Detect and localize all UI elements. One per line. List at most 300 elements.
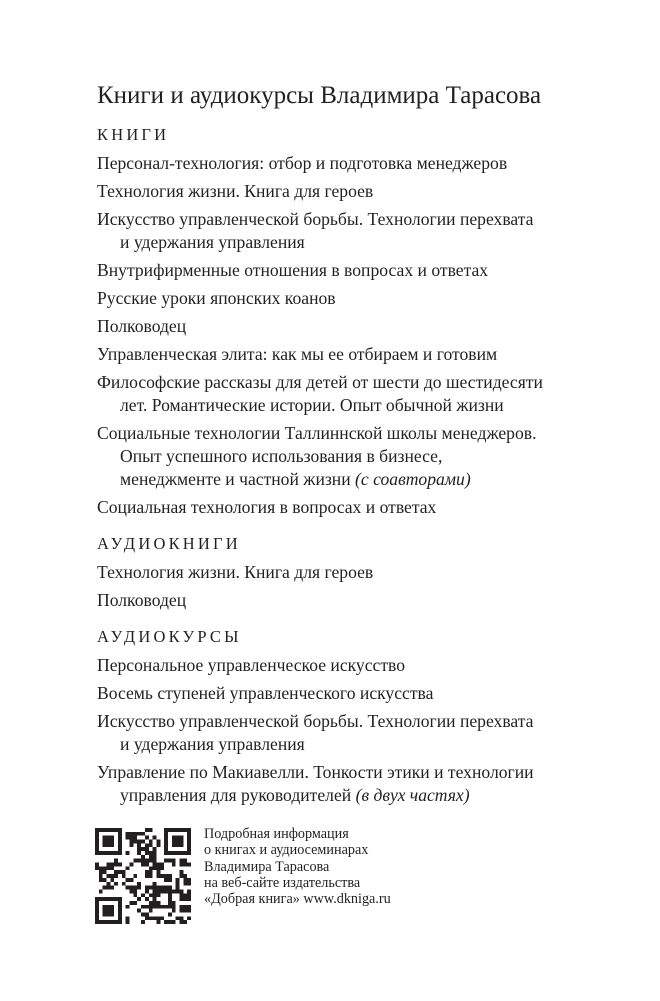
qr-module bbox=[137, 882, 141, 886]
qr-module bbox=[110, 905, 114, 909]
qr-module bbox=[141, 912, 145, 916]
qr-module bbox=[176, 878, 180, 882]
qr-module bbox=[145, 874, 149, 878]
book-title-text: Технология жизни. Книга для героев bbox=[97, 181, 374, 201]
qr-module bbox=[141, 832, 145, 836]
book-title-text: и удержания управления bbox=[120, 232, 305, 252]
qr-module bbox=[137, 851, 141, 855]
qr-module bbox=[114, 882, 118, 886]
qr-module bbox=[164, 843, 168, 847]
book-title-line bbox=[97, 180, 637, 203]
qr-module bbox=[137, 847, 141, 851]
qr-module bbox=[110, 912, 114, 916]
book-title-text: Полководец bbox=[97, 590, 187, 610]
qr-module bbox=[164, 828, 168, 832]
qr-module bbox=[126, 866, 130, 870]
qr-module bbox=[110, 851, 114, 855]
qr-module bbox=[145, 847, 149, 851]
qr-module bbox=[176, 889, 180, 893]
qr-module bbox=[172, 859, 176, 863]
qr-module bbox=[126, 836, 130, 840]
qr-module bbox=[187, 836, 191, 840]
qr-module bbox=[99, 897, 103, 901]
qr-module bbox=[168, 851, 172, 855]
qr-module bbox=[114, 897, 118, 901]
qr-module bbox=[99, 866, 103, 870]
qr-module bbox=[149, 909, 153, 913]
qr-module bbox=[160, 866, 164, 870]
qr-module bbox=[126, 878, 130, 882]
qr-module bbox=[153, 866, 157, 870]
qr-module bbox=[156, 874, 160, 878]
qr-module bbox=[172, 851, 176, 855]
qr-module bbox=[95, 916, 99, 920]
qr-module bbox=[126, 886, 130, 890]
qr-module bbox=[172, 863, 176, 867]
qr-module bbox=[149, 851, 153, 855]
qr-module bbox=[149, 866, 153, 870]
qr-module bbox=[183, 878, 187, 882]
qr-module bbox=[110, 840, 114, 844]
qr-module bbox=[187, 878, 191, 882]
qr-module bbox=[107, 882, 111, 886]
qr-module bbox=[164, 886, 168, 890]
qr-module bbox=[145, 897, 149, 901]
qr-module bbox=[164, 840, 168, 844]
qr-module bbox=[137, 832, 141, 836]
qr-module bbox=[103, 870, 107, 874]
qr-module bbox=[187, 897, 191, 901]
qr-module bbox=[114, 874, 118, 878]
qr-module bbox=[118, 851, 122, 855]
book-title-text: Восемь ступеней управленческого искусства bbox=[97, 683, 434, 703]
qr-module bbox=[164, 920, 168, 924]
qr-module bbox=[110, 897, 114, 901]
qr-module bbox=[95, 836, 99, 840]
qr-module bbox=[99, 878, 103, 882]
qr-module bbox=[172, 905, 176, 909]
qr-module bbox=[95, 901, 99, 905]
qr-module bbox=[164, 859, 168, 863]
qr-module bbox=[187, 882, 191, 886]
qr-module bbox=[183, 905, 187, 909]
qr-module bbox=[156, 866, 160, 870]
qr-module bbox=[145, 912, 149, 916]
qr-module bbox=[118, 870, 122, 874]
qr-module bbox=[126, 832, 130, 836]
qr-module bbox=[107, 843, 111, 847]
qr-module bbox=[137, 897, 141, 901]
book-title-text: Философские рассказы для детей от шести до шестидесяти bbox=[97, 372, 543, 392]
qr-module bbox=[103, 909, 107, 913]
book-title-text: управления для руководителей bbox=[120, 785, 356, 805]
qr-module bbox=[118, 828, 122, 832]
book-title bbox=[97, 371, 637, 417]
qr-module bbox=[176, 836, 180, 840]
qr-module bbox=[110, 836, 114, 840]
qr-module bbox=[187, 916, 191, 920]
qr-module bbox=[95, 863, 99, 867]
qr-module bbox=[95, 912, 99, 916]
qr-module bbox=[145, 886, 149, 890]
qr-module bbox=[107, 866, 111, 870]
qr-module bbox=[103, 912, 107, 916]
section-heading: КНИГИ bbox=[97, 125, 170, 144]
qr-module bbox=[168, 886, 172, 890]
qr-module bbox=[145, 828, 149, 832]
qr-module bbox=[107, 836, 111, 840]
book-title bbox=[97, 180, 637, 203]
qr-module bbox=[179, 851, 183, 855]
qr-module bbox=[122, 882, 126, 886]
qr-module bbox=[114, 863, 118, 867]
section-heading: АУДИОКНИГИ bbox=[97, 534, 241, 553]
qr-module bbox=[103, 836, 107, 840]
qr-module bbox=[110, 909, 114, 913]
info-line: Подробная информация bbox=[204, 826, 349, 842]
qr-module bbox=[179, 874, 183, 878]
qr-module bbox=[141, 855, 145, 859]
qr-module bbox=[156, 905, 160, 909]
qr-module bbox=[110, 828, 114, 832]
qr-module bbox=[149, 859, 153, 863]
qr-module bbox=[99, 851, 103, 855]
qr-module bbox=[141, 905, 145, 909]
qr-module bbox=[145, 843, 149, 847]
qr-module bbox=[137, 886, 141, 890]
qr-module bbox=[149, 870, 153, 874]
qr-module bbox=[118, 920, 122, 924]
qr-module bbox=[176, 916, 180, 920]
qr-module bbox=[95, 832, 99, 836]
info-line: Владимира Тарасова bbox=[204, 858, 330, 875]
book-title-text: Внутрифирменные отношения в вопросах и ответах bbox=[97, 260, 489, 280]
qr-module bbox=[176, 882, 180, 886]
qr-module bbox=[149, 901, 153, 905]
qr-module bbox=[187, 893, 191, 897]
qr-module bbox=[103, 920, 107, 924]
book-title bbox=[97, 496, 637, 519]
qr-module bbox=[183, 920, 187, 924]
qr-module bbox=[141, 893, 145, 897]
book-title bbox=[97, 682, 637, 705]
qr-module bbox=[110, 878, 114, 882]
qr-module bbox=[153, 893, 157, 897]
qr-module bbox=[133, 836, 137, 840]
book-title-line bbox=[97, 761, 637, 784]
qr-module bbox=[137, 859, 141, 863]
qr-module bbox=[156, 863, 160, 867]
book-title-line bbox=[97, 231, 637, 254]
qr-module bbox=[126, 851, 130, 855]
book-title-line bbox=[97, 654, 637, 677]
qr-module bbox=[141, 920, 145, 924]
qr-module bbox=[156, 870, 160, 874]
book-title-line bbox=[97, 710, 637, 733]
qr-module bbox=[156, 840, 160, 844]
qr-module bbox=[107, 840, 111, 844]
qr-module bbox=[114, 920, 118, 924]
qr-module bbox=[130, 886, 134, 890]
qr-module bbox=[103, 905, 107, 909]
book-title-line bbox=[97, 733, 637, 756]
qr-module bbox=[126, 920, 130, 924]
qr-module bbox=[187, 889, 191, 893]
book-title-text: Управление по Макиавелли. Тонкости этики и технологии bbox=[97, 762, 534, 782]
qr-module bbox=[118, 847, 122, 851]
qr-module bbox=[164, 847, 168, 851]
qr-module bbox=[149, 855, 153, 859]
info-line: «Добрая книга» www.dkniga.ru bbox=[204, 891, 391, 908]
book-title-line bbox=[97, 445, 637, 468]
qr-module bbox=[118, 909, 122, 913]
qr-module bbox=[130, 840, 134, 844]
qr-module bbox=[149, 843, 153, 847]
qr-module bbox=[153, 882, 157, 886]
qr-module bbox=[103, 886, 107, 890]
qr-module bbox=[107, 886, 111, 890]
qr-module bbox=[183, 897, 187, 901]
book-title-text: Технология жизни. Книга для героев bbox=[97, 562, 374, 582]
qr-module bbox=[160, 874, 164, 878]
qr-module bbox=[110, 920, 114, 924]
qr-module bbox=[168, 897, 172, 901]
qr-module bbox=[160, 886, 164, 890]
qr-module bbox=[183, 882, 187, 886]
qr-module bbox=[114, 851, 118, 855]
qr-module bbox=[137, 840, 141, 844]
qr-module bbox=[168, 901, 172, 905]
qr-module bbox=[183, 828, 187, 832]
qr-module bbox=[118, 836, 122, 840]
qr-module bbox=[179, 893, 183, 897]
book-title bbox=[97, 152, 637, 175]
qr-module bbox=[103, 840, 107, 844]
qr-module bbox=[164, 889, 168, 893]
qr-module bbox=[183, 851, 187, 855]
qr-module bbox=[99, 920, 103, 924]
qr-module bbox=[141, 840, 145, 844]
qr-module bbox=[153, 859, 157, 863]
qr-module bbox=[103, 897, 107, 901]
qr-module bbox=[149, 828, 153, 832]
qr-module bbox=[176, 886, 180, 890]
qr-module bbox=[110, 866, 114, 870]
qr-module bbox=[153, 886, 157, 890]
qr-module bbox=[168, 828, 172, 832]
qr-module bbox=[107, 874, 111, 878]
qr-module bbox=[187, 847, 191, 851]
qr-code bbox=[95, 828, 191, 924]
book-title-text: Персонал-технология: отбор и подготовка менеджеров bbox=[97, 153, 508, 173]
qr-module bbox=[145, 836, 149, 840]
qr-module bbox=[168, 874, 172, 878]
book-title-line bbox=[97, 287, 637, 310]
qr-module bbox=[153, 916, 157, 920]
book-title-text: Искусство управленческой борьбы. Технологии перехвата bbox=[97, 209, 534, 229]
qr-module bbox=[103, 843, 107, 847]
qr-module bbox=[187, 843, 191, 847]
qr-module bbox=[110, 843, 114, 847]
qr-module bbox=[107, 851, 111, 855]
qr-module bbox=[164, 874, 168, 878]
book-title-line bbox=[97, 422, 637, 445]
qr-module bbox=[156, 893, 160, 897]
book-title-line bbox=[97, 371, 637, 394]
qr-module bbox=[156, 920, 160, 924]
book-title bbox=[97, 654, 637, 677]
qr-module bbox=[179, 916, 183, 920]
qr-module bbox=[179, 897, 183, 901]
qr-module bbox=[149, 886, 153, 890]
qr-module bbox=[179, 836, 183, 840]
qr-module bbox=[149, 893, 153, 897]
qr-module bbox=[164, 878, 168, 882]
book-title-line bbox=[97, 496, 637, 519]
qr-module bbox=[156, 889, 160, 893]
book-title bbox=[97, 343, 637, 366]
qr-module bbox=[133, 874, 137, 878]
qr-module bbox=[133, 859, 137, 863]
qr-module bbox=[160, 889, 164, 893]
book-title-line bbox=[97, 589, 637, 612]
qr-module bbox=[107, 863, 111, 867]
qr-module bbox=[130, 889, 134, 893]
qr-module bbox=[145, 889, 149, 893]
qr-module bbox=[183, 874, 187, 878]
qr-module bbox=[168, 859, 172, 863]
book-title-text: менеджменте и частной жизни bbox=[120, 469, 356, 489]
qr-module bbox=[160, 916, 164, 920]
book-title-line bbox=[97, 561, 637, 584]
qr-module bbox=[99, 870, 103, 874]
qr-module bbox=[145, 916, 149, 920]
qr-module bbox=[107, 905, 111, 909]
qr-module bbox=[176, 828, 180, 832]
qr-module bbox=[137, 843, 141, 847]
qr-module bbox=[168, 889, 172, 893]
qr-module bbox=[99, 874, 103, 878]
qr-module bbox=[168, 878, 172, 882]
qr-module bbox=[149, 840, 153, 844]
qr-module bbox=[126, 905, 130, 909]
qr-module bbox=[103, 878, 107, 882]
qr-module bbox=[103, 851, 107, 855]
qr-module bbox=[153, 889, 157, 893]
qr-module bbox=[114, 870, 118, 874]
qr-module bbox=[176, 851, 180, 855]
qr-module bbox=[130, 832, 134, 836]
info-line: о книгах и аудиосеминарах bbox=[204, 842, 369, 859]
qr-module bbox=[153, 851, 157, 855]
qr-module bbox=[141, 859, 145, 863]
qr-module bbox=[164, 832, 168, 836]
qr-module bbox=[168, 893, 172, 897]
qr-module bbox=[95, 851, 99, 855]
book-title-line bbox=[97, 208, 637, 231]
qr-module bbox=[156, 886, 160, 890]
qr-module bbox=[118, 916, 122, 920]
qr-module bbox=[141, 863, 145, 867]
qr-module bbox=[95, 840, 99, 844]
book-title bbox=[97, 761, 637, 807]
qr-module bbox=[172, 909, 176, 913]
qr-module bbox=[187, 909, 191, 913]
qr-module bbox=[153, 836, 157, 840]
qr-module bbox=[183, 909, 187, 913]
book-title bbox=[97, 259, 637, 282]
qr-module bbox=[130, 863, 134, 867]
book-title-text: лет. Романтические истории. Опыт обычной жизни bbox=[120, 395, 504, 415]
qr-module bbox=[133, 889, 137, 893]
book-title-text: Искусство управленческой борьбы. Технологии перехвата bbox=[97, 711, 534, 731]
book-title bbox=[97, 287, 637, 310]
qr-module bbox=[130, 901, 134, 905]
book-title-line bbox=[97, 468, 637, 491]
qr-module bbox=[187, 840, 191, 844]
book-title-note: (с соавторами) bbox=[355, 469, 471, 489]
qr-module bbox=[153, 855, 157, 859]
qr-module bbox=[133, 893, 137, 897]
qr-module bbox=[107, 912, 111, 916]
book-title-line bbox=[97, 315, 637, 338]
qr-module bbox=[176, 840, 180, 844]
qr-module bbox=[99, 828, 103, 832]
qr-module bbox=[118, 901, 122, 905]
page-title: Книги и аудиокурсы Владимира Тарасова bbox=[97, 82, 542, 109]
qr-module bbox=[110, 874, 114, 878]
qr-module bbox=[179, 920, 183, 924]
qr-module bbox=[172, 843, 176, 847]
qr-module bbox=[95, 847, 99, 851]
info-line: на веб-сайте издательства bbox=[204, 874, 361, 891]
qr-module bbox=[179, 840, 183, 844]
book-title bbox=[97, 422, 637, 491]
book-title-text: Социальные технологии Таллиннской школы менеджеров. bbox=[97, 423, 537, 443]
book-title bbox=[97, 208, 637, 254]
book-title-note: (в двух частях) bbox=[355, 785, 470, 805]
qr-module bbox=[179, 909, 183, 913]
qr-module bbox=[130, 843, 134, 847]
qr-module bbox=[118, 912, 122, 916]
qr-module bbox=[179, 889, 183, 893]
book-title-text: Социальная технология в вопросах и ответах bbox=[97, 497, 437, 517]
qr-module bbox=[107, 909, 111, 913]
qr-module bbox=[187, 863, 191, 867]
qr-module bbox=[179, 870, 183, 874]
qr-module bbox=[156, 901, 160, 905]
qr-module bbox=[141, 847, 145, 851]
qr-module bbox=[110, 886, 114, 890]
book-list bbox=[97, 124, 637, 812]
book-title-line bbox=[97, 394, 637, 417]
qr-module bbox=[95, 843, 99, 847]
qr-module bbox=[130, 836, 134, 840]
book-title-text: Персональное управленческое искусство bbox=[97, 655, 406, 675]
qr-module bbox=[156, 916, 160, 920]
book-title-text: Управленческая элита: как мы ее отбираем и готовим bbox=[97, 344, 498, 364]
qr-module bbox=[172, 920, 176, 924]
qr-module bbox=[149, 874, 153, 878]
qr-module bbox=[168, 920, 172, 924]
qr-module bbox=[153, 863, 157, 867]
qr-module bbox=[118, 843, 122, 847]
qr-module bbox=[164, 851, 168, 855]
qr-module bbox=[183, 859, 187, 863]
book-title-line bbox=[97, 259, 637, 282]
book-title-text: Полководец bbox=[97, 316, 187, 336]
qr-module bbox=[103, 866, 107, 870]
